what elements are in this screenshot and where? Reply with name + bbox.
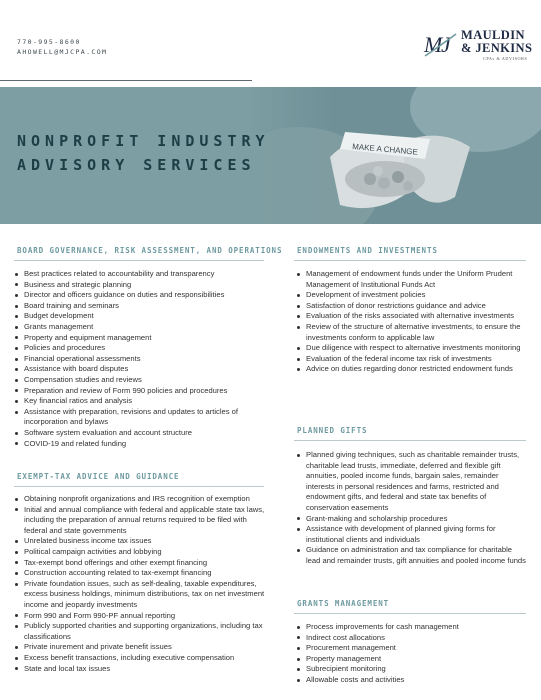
list-item: Allowable costs and activities <box>294 675 526 686</box>
contact-info <box>17 37 107 57</box>
endowments-list <box>294 269 526 375</box>
section-divider <box>294 440 526 441</box>
mj-logo-icon <box>423 30 457 58</box>
list-item: Director and officers guidance on duties and responsibilities <box>12 290 270 301</box>
list-item: Property management <box>294 654 526 665</box>
list-item: Best practices related to accountability and transparency <box>12 269 270 280</box>
hero-banner <box>0 87 541 224</box>
list-item: COVID-19 and related funding <box>12 439 270 450</box>
list-item: Evaluation of the risks associated with alternative investments <box>294 311 526 322</box>
section-heading-grants-management: GRANTS MANAGEMENT <box>297 599 390 608</box>
logo-firm-name-line2: & JENKINS <box>461 41 533 55</box>
list-item: Planned giving techniques, such as charitable remainder trusts, charitable lead trusts, immediate, deferred and flexible gift annuities, pooled income funds, bargain sales, remainder interests in personal residences and farms, restricted and endowment gifts, and federal and state tax benefits of conservation easements <box>294 450 526 514</box>
list-item: Due diligence with respect to alternative investments monitoring <box>294 343 526 354</box>
list-item: Indirect cost allocations <box>294 633 526 644</box>
phone-number: 770-995-8600 <box>17 38 81 46</box>
header-divider <box>0 80 252 81</box>
page-title-line2: ADVISORY SERVICES <box>17 156 256 174</box>
section-divider <box>294 613 526 614</box>
list-item: Procurement management <box>294 643 526 654</box>
list-item: Evaluation of the federal income tax risk of investments <box>294 354 526 365</box>
section-heading-exempt-tax: EXEMPT-TAX ADVICE AND GUIDANCE <box>17 472 180 481</box>
list-item: Policies and procedures <box>12 343 270 354</box>
board-governance-list <box>12 269 270 449</box>
list-item: Board training and seminars <box>12 301 270 312</box>
list-item: Subrecipient monitoring <box>294 664 526 675</box>
list-item: Tax-exempt bond offerings and other exempt financing <box>12 558 270 569</box>
grants-management-list <box>294 622 526 686</box>
list-item: Management of endowment funds under the Uniform Prudent Management of Institutional Funds Act <box>294 269 526 290</box>
list-item: Form 990 and Form 990-PF annual reporting <box>12 611 270 622</box>
section-divider <box>14 486 264 487</box>
list-item: Grants management <box>12 322 270 333</box>
email-address: AHOWELL@MJCPA.COM <box>17 48 108 56</box>
list-item: Business and strategic planning <box>12 280 270 291</box>
list-item: Initial and annual compliance with federal and applicable state tax laws, including the preparation of annual returns required to be filed with federal and state governments <box>12 505 270 537</box>
list-item: Budget development <box>12 311 270 322</box>
list-item: Private foundation issues, such as self-dealing, taxable expenditures, excess business holdings, minimum distributions, tax on net investment income and jeopardy investments <box>12 579 270 611</box>
list-item: State and local tax issues <box>12 664 270 675</box>
section-divider <box>14 260 264 261</box>
logo-tagline: CPAs & ADVISORS <box>483 56 528 61</box>
list-item: Property and equipment management <box>12 333 270 344</box>
list-item: Assistance with board disputes <box>12 364 270 375</box>
list-item: Unrelated business income tax issues <box>12 536 270 547</box>
section-heading-planned-gifts: PLANNED GIFTS <box>297 426 368 435</box>
list-item: Preparation and review of Form 990 policies and procedures <box>12 386 270 397</box>
list-item: Review of the structure of alternative investments, to ensure the investments conform to applicable law <box>294 322 526 343</box>
svg-text:M: M <box>424 32 443 57</box>
list-item: Private inurement and private benefit issues <box>12 642 270 653</box>
list-item: Construction accounting related to tax-exempt financing <box>12 568 270 579</box>
list-item: Guidance on administration and tax compliance for charitable lead and remainder trusts, gift annuities and pooled income funds <box>294 545 526 566</box>
svg-text:J: J <box>441 32 451 57</box>
section-heading-board-governance: BOARD GOVERNANCE, RISK ASSESSMENT, AND OPERATIONS <box>17 246 283 255</box>
list-item: Grant-making and scholarship procedures <box>294 514 526 525</box>
list-item: Key financial ratios and analysis <box>12 396 270 407</box>
list-item: Development of investment policies <box>294 290 526 301</box>
list-item: Excess benefit transactions, including executive compensation <box>12 653 270 664</box>
list-item: Financial operational assessments <box>12 354 270 365</box>
section-divider <box>294 260 526 261</box>
logo-firm-name-line1: MAULDIN <box>461 28 525 42</box>
list-item: Software system evaluation and account structure <box>12 428 270 439</box>
section-heading-endowments: ENDOWMENTS AND INVESTMENTS <box>297 246 438 255</box>
list-item: Assistance with development of planned giving forms for institutional clients and individuals <box>294 524 526 545</box>
page-title-line1: NONPROFIT INDUSTRY <box>17 132 270 150</box>
list-item: Publicly supported charities and supporting organizations, including tax classifications <box>12 621 270 642</box>
list-item: Advice on duties regarding donor restricted endowment funds <box>294 364 526 375</box>
page-title <box>17 129 270 177</box>
list-item: Assistance with preparation, revisions and updates to articles of incorporation and bylaws <box>12 407 270 428</box>
list-item: Political campaign activities and lobbying <box>12 547 270 558</box>
planned-gifts-list <box>294 450 526 567</box>
list-item: Compensation studies and reviews <box>12 375 270 386</box>
list-item: Satisfaction of donor restrictions guidance and advice <box>294 301 526 312</box>
list-item: Process improvements for cash management <box>294 622 526 633</box>
list-item: Obtaining nonprofit organizations and IRS recognition of exemption <box>12 494 270 505</box>
exempt-tax-list <box>12 494 270 674</box>
firm-logo <box>423 28 533 68</box>
